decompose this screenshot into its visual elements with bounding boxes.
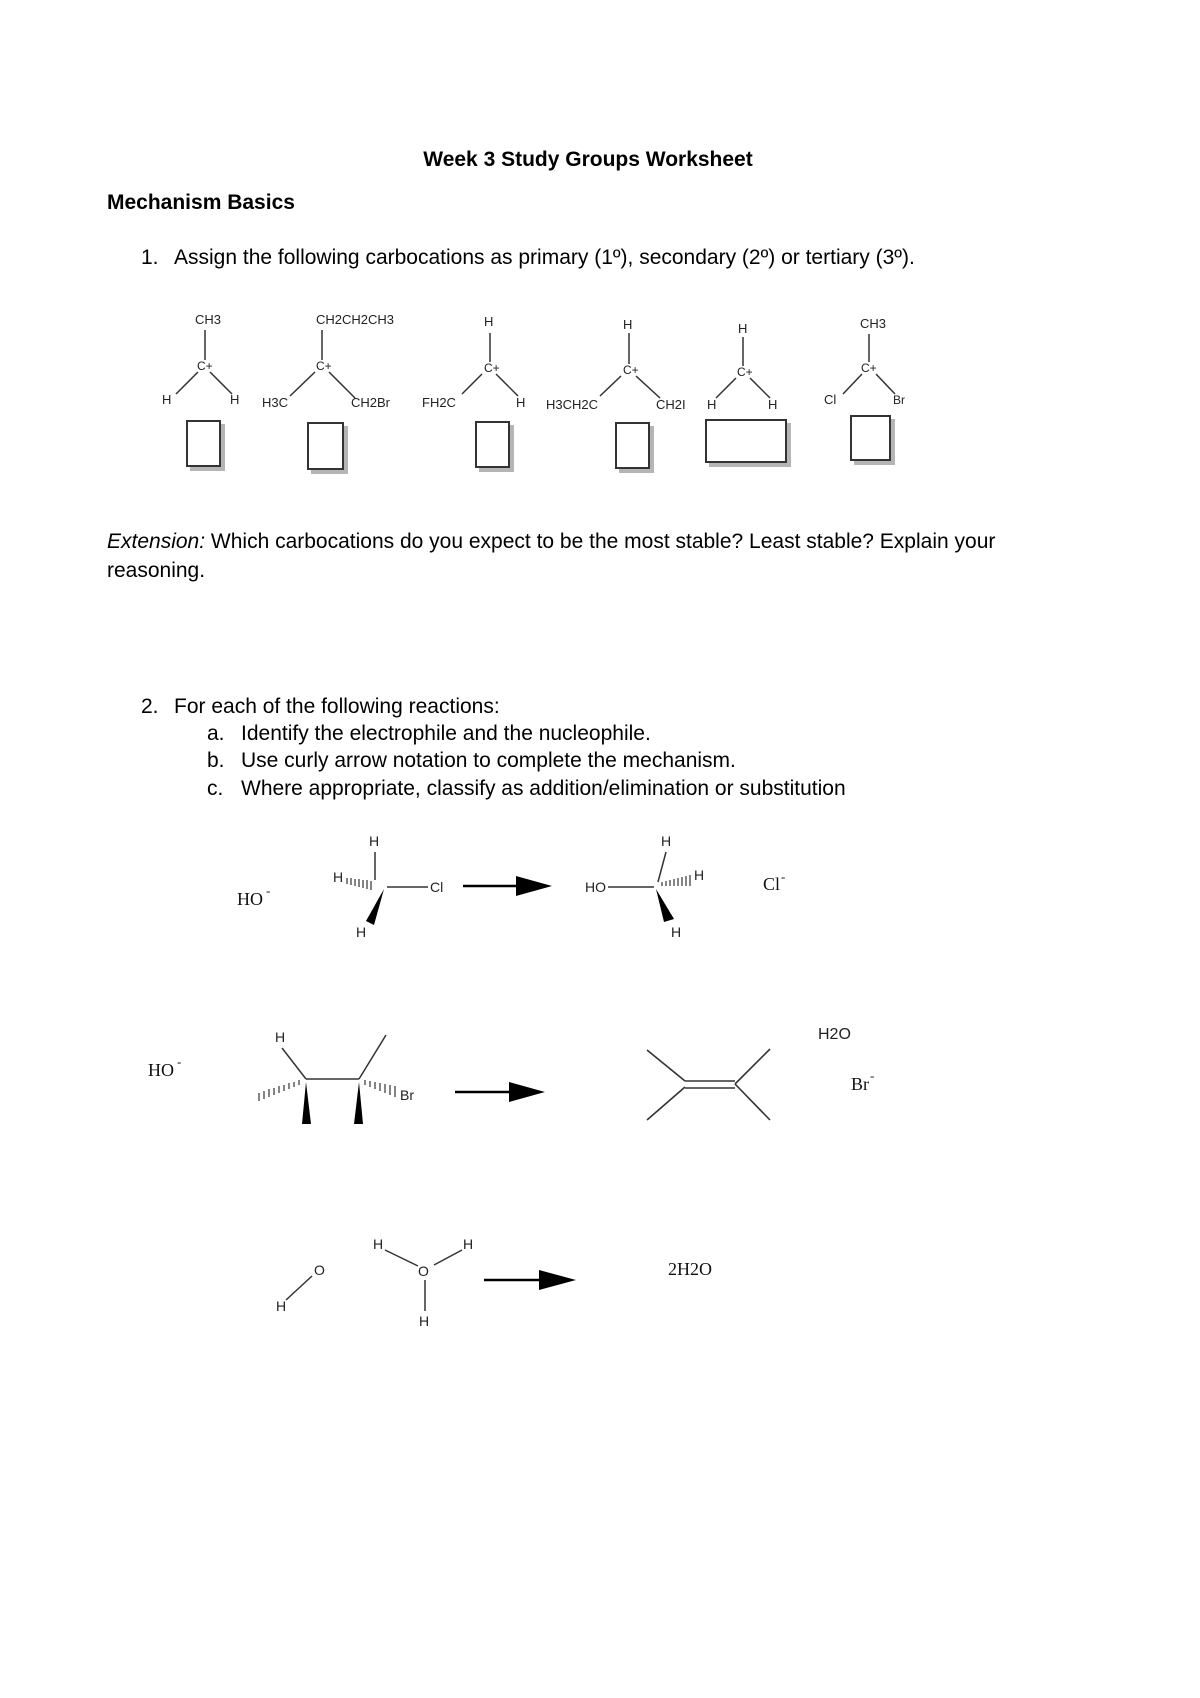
r3-hydroxide-h: H — [276, 1298, 287, 1314]
r1-product-right: H — [694, 867, 705, 883]
q2-item-c-text: Where appropriate, classify as addition/elimination or substitution — [241, 777, 846, 800]
r2-reactant-br: Br — [400, 1087, 414, 1103]
extension-text: Which carbocations do you expect to be the most stable? Least stable? Explain your — [210, 530, 996, 553]
q2-text: For each of the following reactions: — [174, 695, 500, 718]
page-title: Week 3 Study Groups Worksheet — [423, 148, 753, 171]
q1-number: 1. — [141, 246, 159, 269]
r1-byproduct: Cl — [763, 874, 781, 894]
q2-item-b-text: Use curly arrow notation to complete the mechanism. — [241, 749, 736, 772]
cation4-right: CH2I — [656, 397, 686, 412]
r3-product: 2H2O — [668, 1259, 712, 1279]
cation6-right: Br — [893, 393, 905, 407]
r1-reactant-right: Cl — [430, 879, 444, 895]
r1-nucleophile-charge: - — [266, 883, 271, 898]
r2-reactant-h: H — [275, 1029, 286, 1045]
r2-byproduct-2-charge: - — [870, 1068, 875, 1083]
r1-reactant-left: H — [333, 869, 344, 885]
r1-product-left: HO — [585, 879, 606, 895]
q2-item-a-letter: a. — [207, 722, 225, 745]
extension-label: Extension: — [107, 530, 206, 553]
cation1-left: H — [162, 392, 172, 407]
cation3-left: FH2C — [422, 395, 456, 410]
cation4-center: C+ — [623, 363, 639, 377]
reaction-2 — [148, 1026, 874, 1124]
cation2-left: H3C — [262, 395, 289, 410]
r3-hydroxide-o: O — [314, 1262, 325, 1278]
cation6-top: CH3 — [860, 316, 887, 331]
q2-number: 2. — [141, 695, 159, 718]
r1-byproduct-charge: - — [781, 869, 786, 884]
cation5-top: H — [738, 321, 748, 336]
r3-hydronium-h2: H — [463, 1236, 474, 1252]
cation5-right: H — [768, 397, 778, 412]
r2-nucleophile: HO — [148, 1060, 174, 1080]
r2-byproduct-2: Br — [851, 1074, 869, 1094]
reaction-1 — [237, 833, 785, 940]
cation3-right: H — [516, 395, 526, 410]
q2-item-b-letter: b. — [207, 749, 225, 772]
extension-line-2: reasoning. — [107, 559, 206, 582]
reaction-3 — [276, 1236, 712, 1329]
r2-nucleophile-charge: - — [177, 1054, 182, 1069]
q2-item-a-text: Identify the electrophile and the nucleophile. — [241, 722, 651, 745]
cation1-center: C+ — [197, 359, 213, 373]
r3-hydronium-h3: H — [419, 1313, 430, 1329]
cation6-left: Cl — [824, 392, 837, 407]
r1-nucleophile: HO — [237, 889, 263, 909]
r1-product-bottom: H — [671, 924, 682, 940]
cation2-center: C+ — [316, 359, 332, 373]
r2-byproduct-1: H2O — [818, 1026, 851, 1043]
cation1-right: H — [230, 392, 240, 407]
cation6-center: C+ — [861, 361, 877, 375]
r1-product-top: H — [661, 833, 672, 849]
r3-hydronium-h1: H — [373, 1236, 384, 1252]
q2-item-c-letter: c. — [207, 777, 224, 800]
cation3-top: H — [484, 314, 494, 329]
cation5-center: C+ — [737, 365, 753, 379]
cation3-center: C+ — [484, 361, 500, 375]
cation2-right: CH2Br — [351, 395, 391, 410]
section-heading: Mechanism Basics — [107, 191, 295, 214]
cation1-top: CH3 — [195, 312, 222, 327]
r3-hydronium-o: O — [418, 1263, 429, 1279]
cation4-top: H — [623, 317, 633, 332]
r1-reactant-top: H — [369, 833, 380, 849]
cation2-top: CH2CH2CH3 — [316, 312, 395, 327]
q1-text: Assign the following carbocations as primary (1º), secondary (2º) or tertiary (3º). — [174, 246, 915, 269]
cation4-left: H3CH2C — [546, 397, 599, 412]
cation5-left: H — [707, 397, 717, 412]
r1-reactant-bottom: H — [356, 924, 367, 940]
